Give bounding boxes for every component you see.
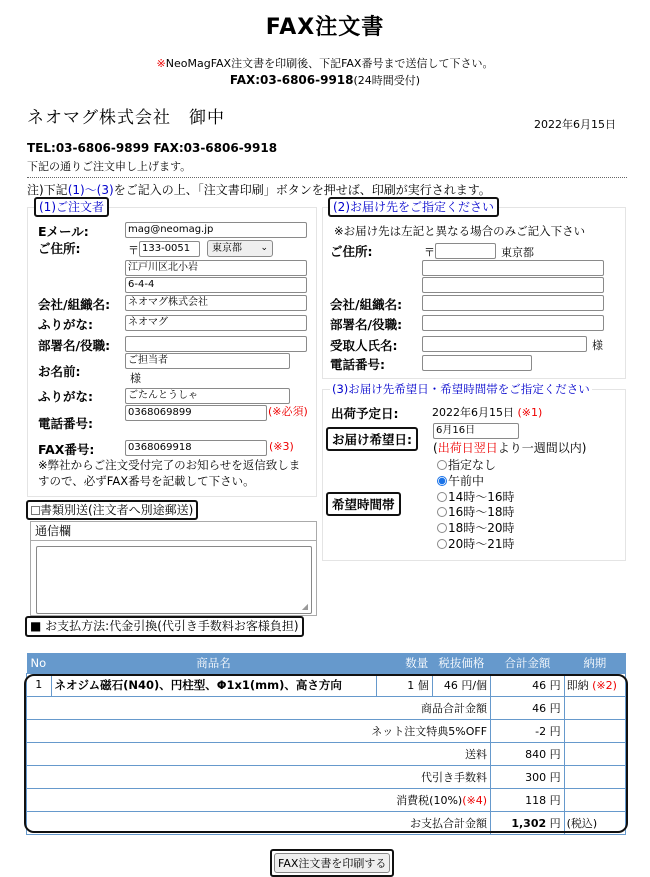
summary-row xyxy=(27,719,626,742)
col-qty: 数量 xyxy=(376,653,432,673)
item-no: 1 xyxy=(27,673,52,696)
email-label: Eメール: xyxy=(38,224,89,239)
fax-note: ※弊社からご注文受付完了のお知らせを返信致しますので、必ずFAX番号を記載して下さい。 xyxy=(38,458,301,488)
company-furigana-field[interactable]: ネオマグ xyxy=(125,315,307,331)
time-option-label: 16時～18時 xyxy=(448,505,515,520)
time-option-20-21[interactable] xyxy=(437,537,515,553)
delivery-prefecture: 東京都 xyxy=(501,246,534,259)
instruction-note xyxy=(27,181,491,198)
summary-row xyxy=(27,696,626,719)
radio-selected-icon[interactable] xyxy=(437,476,447,486)
checkbox-icon[interactable] xyxy=(31,506,40,515)
greeting: 下記の通りご注文申し上げます。 xyxy=(27,160,192,173)
desired-date-label: お届け希望日: xyxy=(326,427,418,451)
company-label: 会社/組織名: xyxy=(38,297,111,312)
summary-note xyxy=(564,696,625,719)
summary-row xyxy=(27,765,626,788)
delivery-value: 即納 xyxy=(566,678,589,692)
radio-icon[interactable] xyxy=(437,460,447,470)
desired-date-field[interactable]: 6月16日 xyxy=(433,423,519,439)
page-title: FAX注文書 xyxy=(265,15,385,40)
range-open: ( xyxy=(433,441,438,455)
delivery-postal-field[interactable] xyxy=(435,243,496,259)
summary-row xyxy=(27,742,626,765)
fax-note-ref: (※3) xyxy=(269,440,294,453)
delivery-dept-field[interactable] xyxy=(422,315,604,331)
time-option-none[interactable] xyxy=(437,458,515,474)
summary-label: 送料 xyxy=(27,742,491,765)
ship-date: 2022年6月15日 xyxy=(432,406,514,419)
range-red: 出荷日翌日 xyxy=(437,441,498,455)
summary-value: 118 円 xyxy=(491,788,565,811)
summary-row xyxy=(27,788,626,811)
recipient-honorific: 様 xyxy=(592,339,603,352)
delivery-legend: (2)お届け先をご指定ください xyxy=(328,197,499,217)
table-row xyxy=(27,673,626,696)
time-option-morning[interactable] xyxy=(437,474,515,490)
summary-label: ネット注文特典5%OFF xyxy=(27,719,491,742)
print-button[interactable]: FAX注文書を印刷する xyxy=(274,853,390,873)
instruction-prefix: 注)下記 xyxy=(27,183,68,197)
summary-value: 46 円 xyxy=(491,696,565,719)
col-delivery: 納期 xyxy=(564,653,625,673)
summary-value: -2 円 xyxy=(491,719,565,742)
time-option-18-20[interactable] xyxy=(437,521,515,537)
delivery-address-label: ご住所: xyxy=(330,244,373,259)
radio-icon[interactable] xyxy=(437,539,447,549)
delivery-phone-field[interactable] xyxy=(422,355,532,371)
summary-value: 840 円 xyxy=(491,742,565,765)
col-product: 商品名 xyxy=(51,653,376,673)
chevron-down-icon: ⌄ xyxy=(260,243,268,253)
summary-value: 300 円 xyxy=(491,765,565,788)
grand-total-label: お支払合計金額 xyxy=(27,811,491,834)
time-option-14-16[interactable] xyxy=(437,490,515,506)
address-label: ご住所: xyxy=(38,241,81,256)
company-furigana-label: ふりがな: xyxy=(38,317,93,332)
col-no: No xyxy=(27,653,52,673)
time-option-label: 指定なし xyxy=(448,458,497,472)
name-furigana-label: ふりがな: xyxy=(38,389,93,404)
time-option-label: 18時～20時 xyxy=(448,521,515,536)
time-option-label: 20時～21時 xyxy=(448,536,515,551)
message-section xyxy=(30,521,317,616)
item-qty: 1 個 xyxy=(376,673,432,696)
postal-mark: 〒 xyxy=(128,244,139,257)
summary-note xyxy=(564,788,625,811)
col-total: 合計金額 xyxy=(491,653,565,673)
summary-label: 商品合計金額 xyxy=(27,696,491,719)
delivery-dept-label: 部署名/役職: xyxy=(330,317,403,332)
email-field[interactable]: mag@neomag.jp xyxy=(125,222,307,238)
orderer-legend: (1)ご注文者 xyxy=(34,197,109,217)
fax-label: FAX番号: xyxy=(38,442,95,457)
fax-notice xyxy=(0,55,650,71)
prefecture-select[interactable] xyxy=(207,240,273,257)
postal-code-field[interactable]: 133-0051 xyxy=(139,241,200,257)
delivery-company-field[interactable] xyxy=(422,295,604,311)
summary-note xyxy=(564,765,625,788)
delivery-note: ※お届け先は左記と異なる場合のみご記入下さい xyxy=(334,224,586,238)
address2-field[interactable]: 6-4-4 xyxy=(125,277,307,293)
summary-label-tax xyxy=(27,788,491,811)
grand-total-amount: 1,302 xyxy=(511,816,547,830)
phone-field[interactable]: 0368069899 xyxy=(125,405,267,421)
item-total: 46 円 xyxy=(491,673,565,696)
fax-hours: (24時間受付) xyxy=(353,74,421,87)
delivery-ref: (※2) xyxy=(592,678,617,692)
item-name: ネオジム磁石(N40)、円柱型、Φ1x1(mm)、高さ方向 xyxy=(51,673,376,696)
recipient-field[interactable] xyxy=(422,336,587,352)
message-label: 通信欄 xyxy=(31,522,316,541)
instruction-suffix: をご記入の上、「注文書印刷」ボタンを押せば、印刷が実行されます。 xyxy=(113,183,491,197)
recipient-label: 受取人氏名: xyxy=(330,338,398,353)
instruction-link: (1)～(3) xyxy=(67,183,114,197)
grand-total-unit: 円 xyxy=(546,816,561,830)
prefecture-value: 東京都 xyxy=(212,243,242,254)
summary-row-total xyxy=(27,811,626,834)
schedule-legend: (3)お届け先希望日・希望時間帯をご指定ください xyxy=(332,382,590,396)
separate-docs-option[interactable] xyxy=(26,500,198,520)
delivery-address2-field[interactable] xyxy=(422,277,604,293)
notice-text: NeoMagFAX注文書を印刷後、下記FAX番号まで送信して下さい。 xyxy=(165,57,494,70)
delivery-postal-mark: 〒 xyxy=(424,246,435,259)
order-table-wrap xyxy=(26,653,626,835)
phone-label: 電話番号: xyxy=(38,416,93,431)
delivery-company-label: 会社/組織名: xyxy=(330,297,403,312)
divider xyxy=(27,177,627,178)
addressee-company: ネオマグ株式会社 御中 xyxy=(27,108,225,128)
grand-total-value xyxy=(491,811,565,834)
col-price: 税抜価格 xyxy=(432,653,490,673)
radio-icon[interactable] xyxy=(437,492,447,502)
tax-label: 消費税(10%) xyxy=(396,793,463,807)
time-option-label: 午前中 xyxy=(448,473,485,488)
address1-field[interactable]: 江戸川区北小岩 xyxy=(125,260,307,276)
order-date: 2022年6月15日 xyxy=(534,118,616,131)
phone-required-note: (※必須) xyxy=(268,405,308,418)
fax-number-line xyxy=(0,72,650,88)
item-unit-price: 46 円/個 xyxy=(432,673,490,696)
fax-field[interactable]: 0368069918 xyxy=(125,440,267,456)
order-table xyxy=(26,653,626,835)
summary-label: 代引き手数料 xyxy=(27,765,491,788)
payment-method: ■ お支払方法:代金引換(代引き手数料お客様負担) xyxy=(25,616,304,637)
dept-label: 部署名/役職: xyxy=(38,338,111,353)
summary-note xyxy=(564,719,625,742)
name-honorific: 様 xyxy=(130,372,141,385)
summary-note xyxy=(564,742,625,765)
desired-date-range xyxy=(433,439,586,456)
time-option-16-18[interactable] xyxy=(437,505,515,521)
message-textarea[interactable] xyxy=(36,546,312,614)
name-label: お名前: xyxy=(38,364,81,379)
radio-icon[interactable] xyxy=(437,507,447,517)
resize-handle-icon[interactable]: ◢ xyxy=(301,602,308,611)
delivery-phone-label: 電話番号: xyxy=(330,357,385,372)
ship-date-ref: (※1) xyxy=(517,406,543,419)
tax-ref: (※4) xyxy=(462,793,488,807)
separate-docs-label: 書類別送(注文者へ別途郵送) xyxy=(40,503,194,517)
radio-icon[interactable] xyxy=(437,523,447,533)
item-delivery xyxy=(564,673,625,696)
company-field[interactable]: ネオマグ株式会社 xyxy=(125,295,307,311)
fax-number: FAX:03-6806-9918 xyxy=(229,73,354,87)
time-slot-label: 希望時間帯 xyxy=(326,492,401,516)
time-option-label: 14時～16時 xyxy=(448,489,515,504)
name-field[interactable]: ご担当者 xyxy=(125,353,290,369)
company-tel-fax: TEL:03-6806-9899 FAX:03-6806-9918 xyxy=(27,141,278,155)
table-header-row xyxy=(27,653,626,673)
ship-date-value xyxy=(432,404,542,420)
name-furigana-field[interactable]: ごたんとうしゃ xyxy=(125,388,290,404)
print-button-frame xyxy=(270,849,394,877)
range-rest: より一週間以内) xyxy=(497,441,587,455)
time-slot-radio-group xyxy=(437,458,515,553)
notice-mark: ※ xyxy=(156,57,166,70)
ship-date-label: 出荷予定日: xyxy=(331,406,399,421)
delivery-address1-field[interactable] xyxy=(422,260,604,276)
tax-included-note: (税込) xyxy=(564,811,625,834)
dept-field[interactable] xyxy=(125,336,307,352)
